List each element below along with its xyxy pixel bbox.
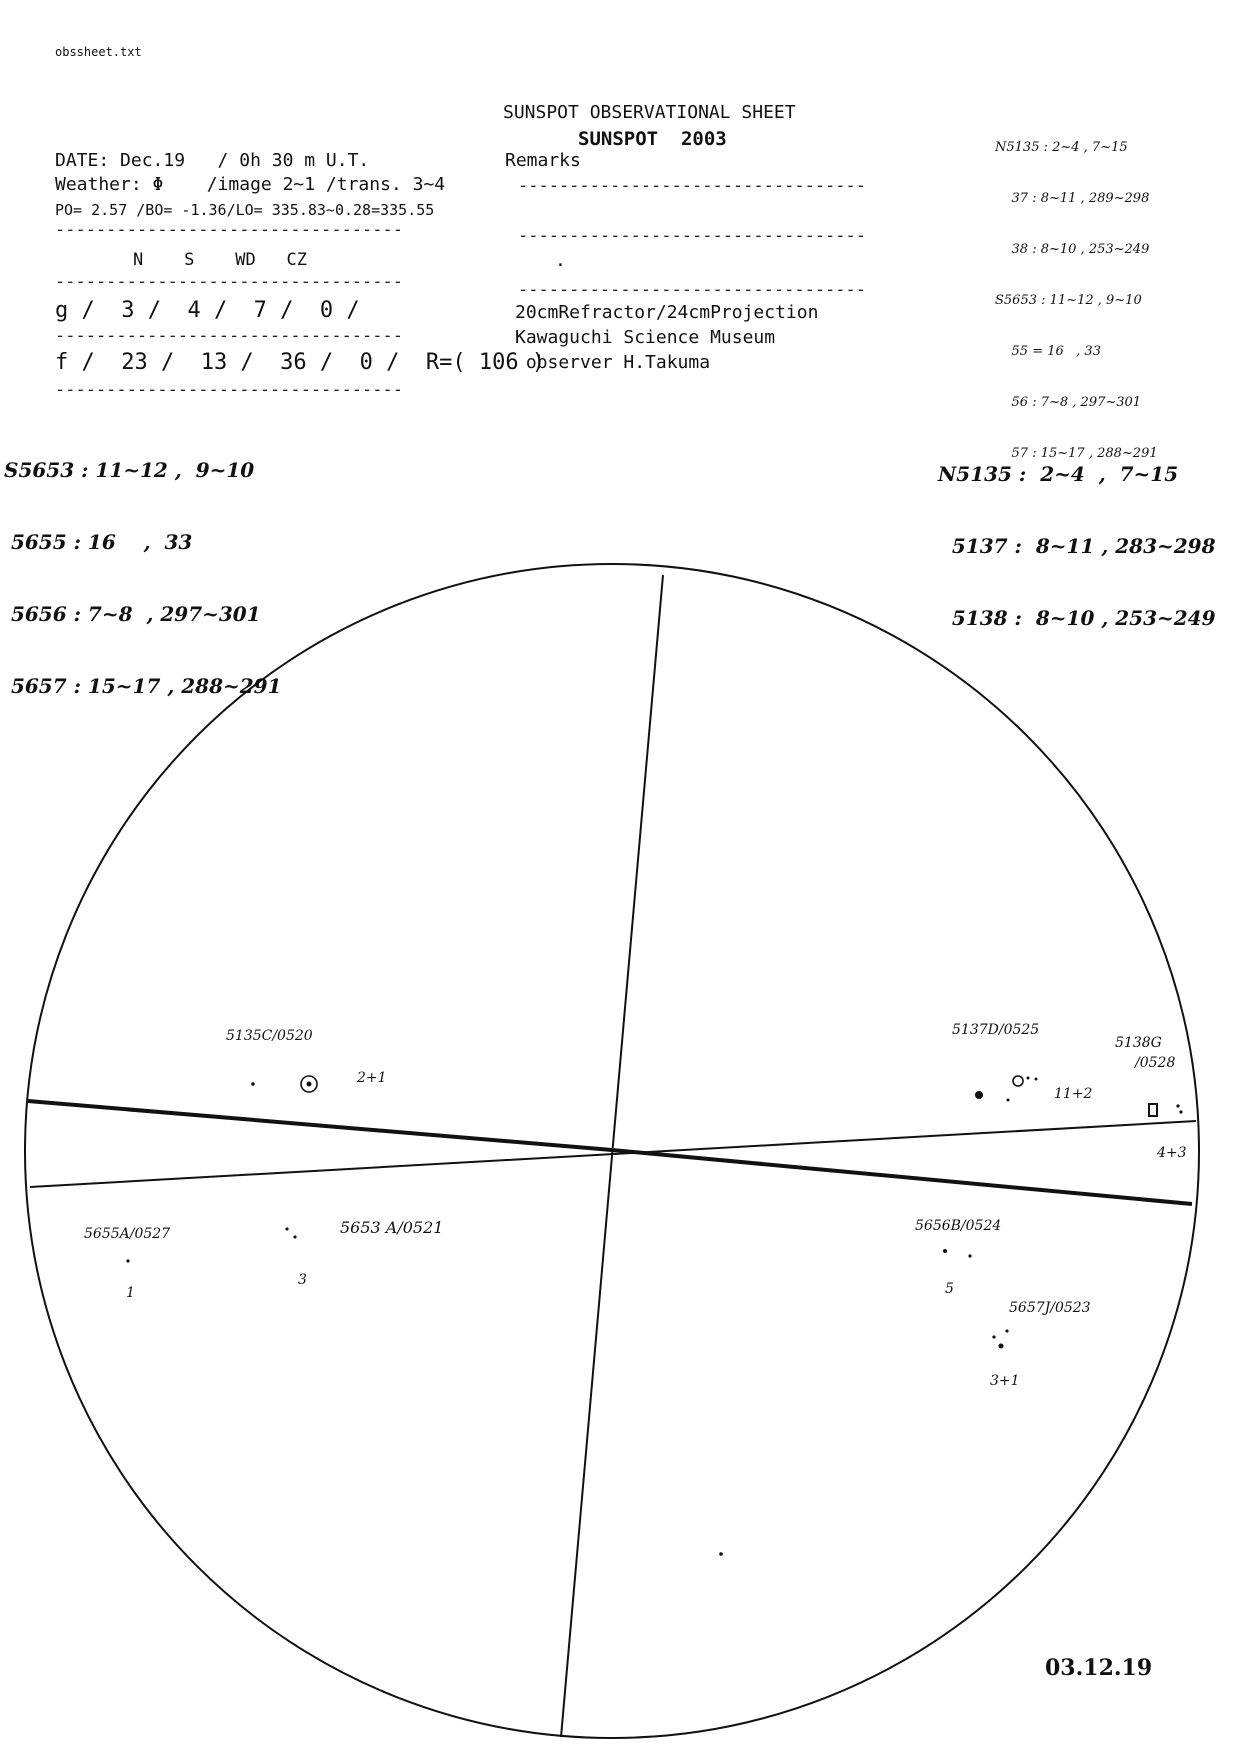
- note-line: 37 : 8~11 , 289~298: [995, 191, 1150, 206]
- group-count-5656: 5: [945, 1281, 954, 1297]
- note-line: 5655 : 16 , 33: [4, 530, 193, 554]
- divider-2: ----------------------------------: [55, 272, 403, 292]
- group-label-5653: 5653 A/0521: [340, 1218, 444, 1237]
- note-line: N5135 : 2~4 , 7~15: [995, 140, 1128, 155]
- group-label-5655: 5655A/0527: [84, 1226, 171, 1242]
- group-count-5137: 11+2: [1054, 1086, 1093, 1102]
- note-line: 5656 : 7~8 , 297~301: [4, 602, 261, 626]
- note-line: 38 : 8~10 , 253~249: [995, 242, 1150, 257]
- remarks-line-1: ----------------------------------: [518, 176, 866, 196]
- spot: [1035, 1078, 1038, 1081]
- g-row: g / 3 / 4 / 7 / 0 /: [55, 298, 360, 323]
- remarks-line-3: ----------------------------------: [518, 280, 866, 300]
- note-line: 5137 : 8~11 , 283~298: [938, 534, 1216, 558]
- spot: [719, 1552, 723, 1556]
- spot: [968, 1254, 971, 1257]
- note-line: 55 = 16 , 33: [995, 344, 1101, 359]
- spot: [1179, 1110, 1182, 1113]
- remarks-line-2: ----------------------------------: [518, 226, 866, 246]
- spot: [251, 1082, 255, 1086]
- stamp-date: 03.12.19: [1045, 1655, 1153, 1681]
- sheet-subtitle: SUNSPOT 2003: [578, 128, 727, 150]
- note-line: N5135 : 2~4 , 7~15: [938, 462, 1179, 486]
- p-b-l-line: PO= 2.57 /BO= -1.36/LO= 335.83~0.28=335.55: [55, 201, 435, 219]
- divider-3: ----------------------------------: [55, 326, 403, 346]
- spot: [1176, 1104, 1179, 1107]
- divider-1: ----------------------------------: [55, 220, 403, 240]
- group-label-5656: 5656B/0524: [915, 1218, 1002, 1234]
- institution: Kawaguchi Science Museum: [515, 327, 776, 348]
- date-line: DATE: Dec.19 / 0h 30 m U.T.: [55, 150, 370, 171]
- group-label-5135: 5135C/0520: [226, 1028, 313, 1044]
- group-count-5655: 1: [126, 1285, 135, 1301]
- spot: [943, 1249, 947, 1253]
- group-label-5657: 5657J/0523: [1009, 1300, 1091, 1316]
- axis-east-west: [30, 1121, 1196, 1187]
- spot: [1007, 1099, 1010, 1102]
- note-line: 56 : 7~8 , 297~301: [995, 395, 1142, 410]
- spot: [307, 1082, 312, 1087]
- group-count-5653: 3: [298, 1272, 307, 1288]
- spot: [992, 1335, 995, 1338]
- weather-line: Weather: Φ /image 2~1 /trans. 3~4: [55, 174, 446, 195]
- group-label-5138-number: /0528: [1135, 1055, 1176, 1071]
- spot: [1013, 1076, 1023, 1086]
- group-count-5135: 2+1: [357, 1070, 387, 1086]
- note-line: 57 : 15~17 , 288~291: [995, 446, 1158, 461]
- sheet-title: SUNSPOT OBSERVATIONAL SHEET: [503, 102, 796, 123]
- spot: [126, 1259, 129, 1262]
- group-count-5657: 3+1: [990, 1373, 1020, 1389]
- spot: [999, 1344, 1004, 1349]
- group-label-5137: 5137D/0525: [952, 1022, 1040, 1038]
- spot: [1027, 1077, 1030, 1080]
- spot: [293, 1235, 296, 1238]
- remarks-label: Remarks: [505, 150, 581, 171]
- spot: [975, 1091, 983, 1099]
- note-line: 5657 : 15~17 , 288~291: [4, 674, 282, 698]
- remarks-dot: .: [555, 250, 566, 271]
- spot: [285, 1227, 288, 1230]
- divider-4: ----------------------------------: [55, 380, 403, 400]
- note-line: S5653 : 11~12 , 9~10: [4, 458, 255, 482]
- file-label: obssheet.txt: [55, 45, 142, 59]
- group-count-5138: 4+3: [1157, 1145, 1187, 1161]
- table-header: N S WD CZ: [92, 250, 307, 270]
- note-line: S5653 : 11~12 , 9~10: [995, 293, 1142, 308]
- group-label-5138: 5138G: [1115, 1035, 1162, 1051]
- spot: [1005, 1329, 1008, 1332]
- note-line: 5138 : 8~10 , 253~249: [938, 606, 1216, 630]
- observer: observer H.Takuma: [515, 352, 711, 373]
- spot: [1149, 1104, 1157, 1116]
- instrument: 20cmRefractor/24cmProjection: [515, 302, 819, 323]
- f-row: f / 23 / 13 / 36 / 0 / R=( 106 ): [55, 350, 546, 375]
